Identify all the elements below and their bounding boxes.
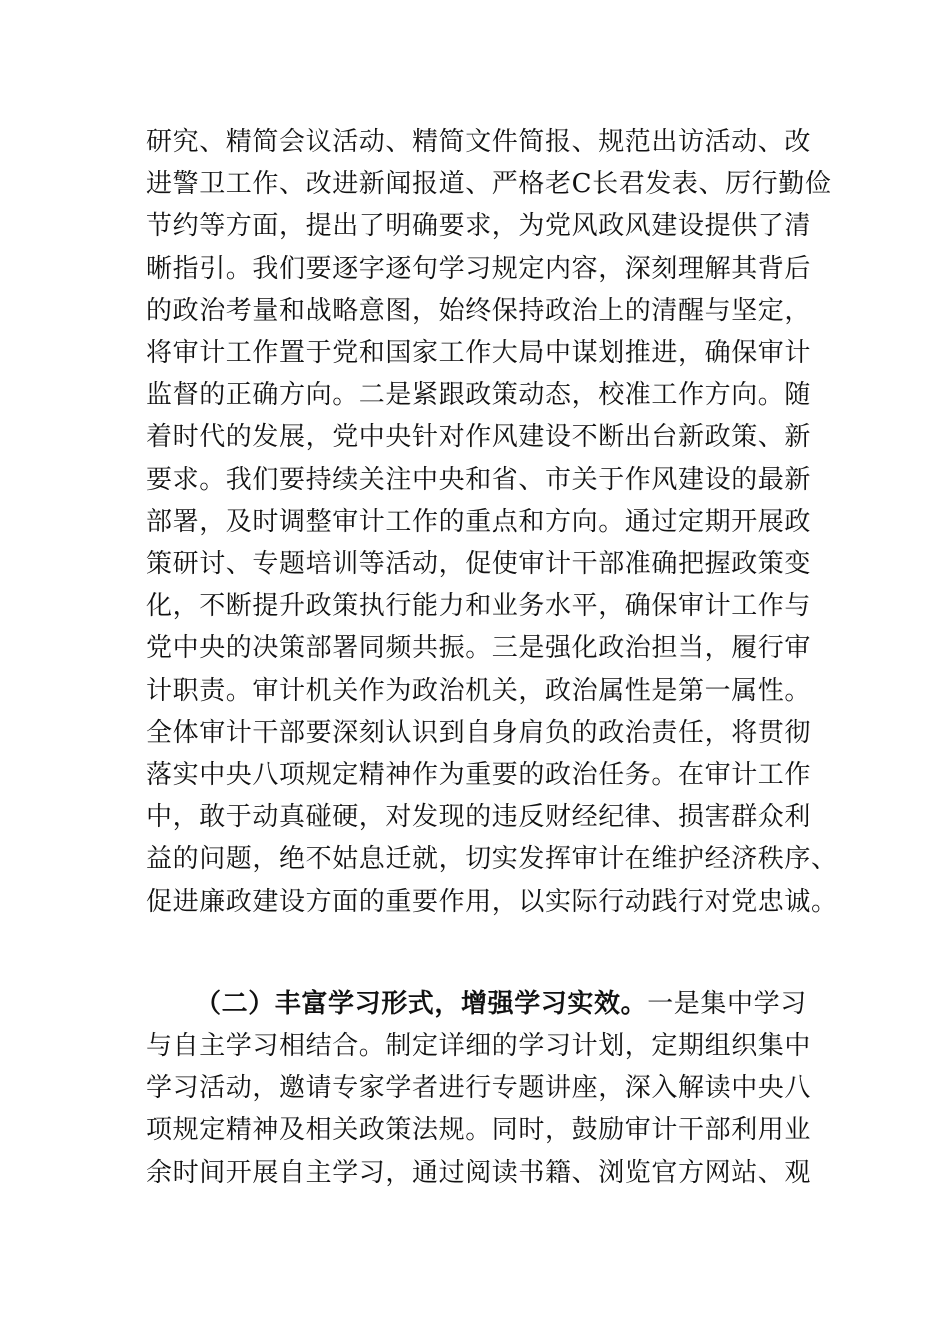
text-line: 与自主学习相结合。制定详细的学习计划，定期组织集中 [146,1031,812,1061]
text-line: 全体审计干部要深刻认识到自身肩负的政治责任，将贯彻 [146,717,812,748]
text-line: 的政治考量和战略意图，始终保持政治上的清醒与坚定， [146,295,812,326]
text-line: 进警卫工作、改进新闻报道、严格老C长君发表、厉行勤俭 [146,169,832,200]
text-line: 部署，及时调整审计工作的重点和方向。通过定期开展政 [146,506,812,537]
text-line: 党中央的决策部署同频共振。三是强化政治担当，履行审 [146,633,812,664]
text-line: 促进廉政建设方面的重要作用，以实际行动践行对党忠诚。 [146,886,838,917]
text-line: 晰指引。我们要逐字逐句学习规定内容，深刻理解其背后 [146,253,812,284]
text-line: 益的问题，绝不姑息迁就，切实发挥审计在维护经济秩序、 [146,844,838,875]
text-line: 余时间开展自主学习，通过阅读书籍、浏览官方网站、观 [146,1157,812,1188]
text-line: 将审计工作置于党和国家工作大局中谋划推进，确保审计 [146,338,812,368]
text-line: 监督的正确方向。二是紧跟政策动态，校准工作方向。随 [146,380,812,411]
section-heading: （二）丰富学习形式，增强学习实效。 [195,989,648,1019]
text-line: 着时代的发展，党中央针对作风建设不断出台新政策、新 [146,422,812,453]
text-line: 中，敢于动真碰硬，对发现的违反财经纪律、损害群众利 [146,802,812,833]
text-line: 策研讨、专题培训等活动，促使审计干部准确把握政策变 [146,549,812,579]
text-line: 化，不断提升政策执行能力和业务水平，确保审计工作与 [146,591,812,622]
text-line: 要求。我们要持续关注中央和省、市关于作风建设的最新 [146,464,812,495]
text-line: 落实中央八项规定精神作为重要的政治任务。在审计工作 [146,760,812,790]
text-line: 节约等方面，提出了明确要求，为党风政风建设提供了清 [146,211,812,242]
text-line: 计职责。审计机关作为政治机关，政治属性是第一属性。 [146,675,812,706]
section-heading-continuation: 一是集中学习 [647,989,807,1019]
text-line: 研究、精简会议活动、精简文件简报、规范出访活动、改 [146,127,812,157]
text-line: 项规定精神及相关政策法规。同时，鼓励审计干部利用业 [146,1115,812,1146]
section-heading-line [195,988,807,1020]
text-line: 学习活动，邀请专家学者进行专题讲座，深入解读中央八 [146,1073,812,1104]
